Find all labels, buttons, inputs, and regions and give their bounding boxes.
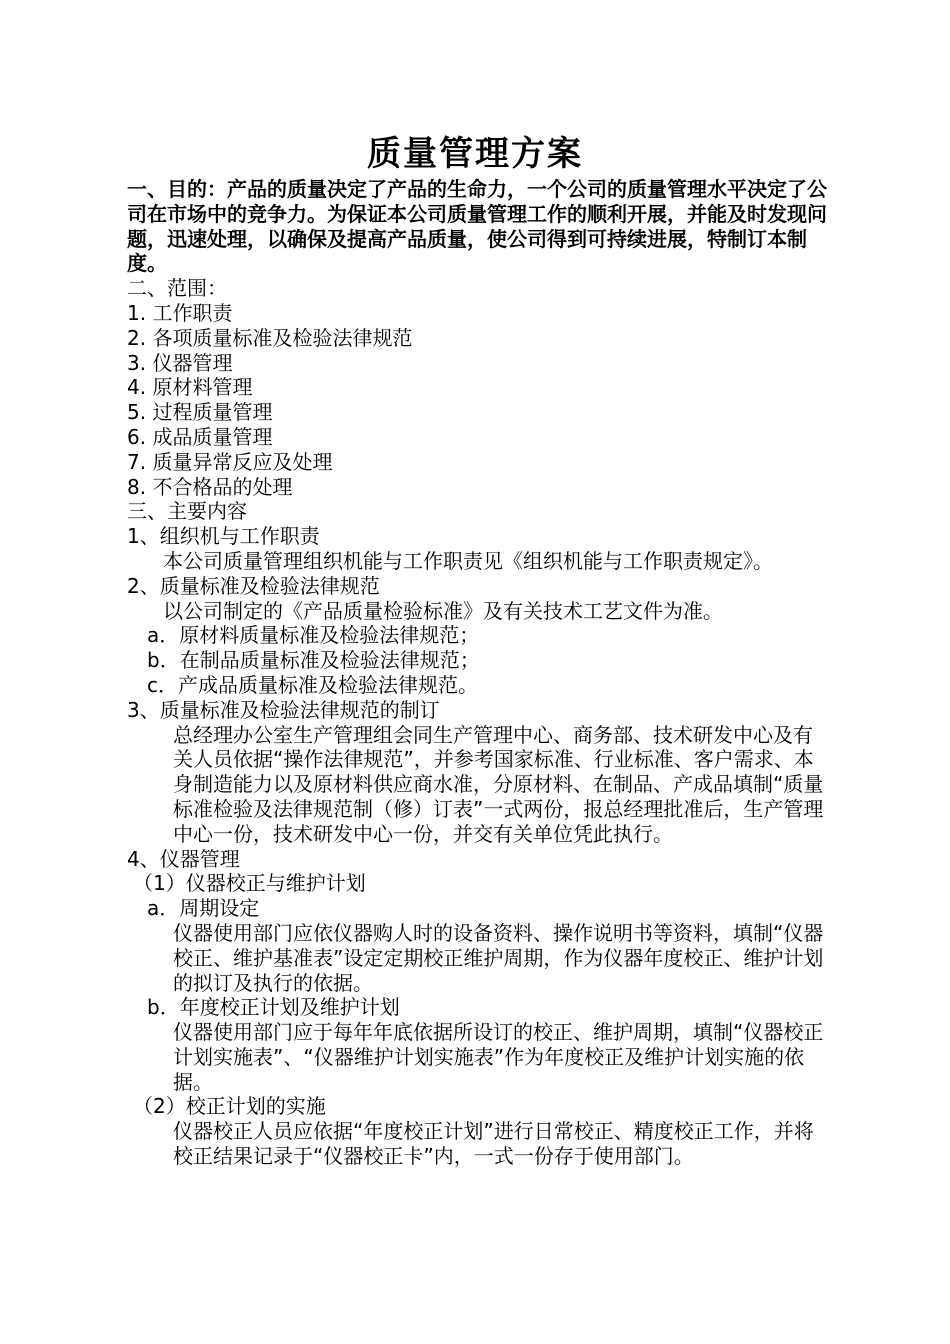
text-line: 1、组织机与工作职责 (127, 524, 320, 549)
text-line: 6. 成品质量管理 (127, 424, 273, 449)
text-line: 3. 仪器管理 (127, 350, 233, 375)
text-line: （2）校正计划的实施 (133, 1094, 326, 1119)
text-line: 一、目的：产品的质量决定了产品的生命力，一个公司的质量管理水平决定了公司在市场中的竞争力。为保证本公司质量管理工作的顺利开展，并能及时发现问题，迅速处理，以确保及提高产品质量，使公司得到可持续进展，特制订本制度。 (127, 177, 827, 276)
text-line: 4. 原材料管理 (127, 375, 253, 400)
text-line: 5. 过程质量管理 (127, 400, 273, 425)
text-line: a．原材料质量标准及检验法律规范； (147, 623, 480, 648)
text-line: 7. 质量异常反应及处理 (127, 449, 333, 474)
text-line: 8. 不合格品的处理 (127, 474, 293, 499)
document-body (127, 177, 827, 1169)
text-line: 仪器使用部门应依仪器购人时的设备资料、操作说明书等资料，填制“仪器校正、维护基准表”设定定期校正维护周期，作为仪器年度校正、维护计划的拟订及执行的依据。 (173, 920, 824, 995)
text-line: 3、质量标准及检验法律规范的制订 (127, 697, 440, 722)
text-line: a．周期设定 (147, 896, 260, 921)
text-line: 4、仪器管理 (127, 846, 240, 871)
text-line: 三、主要内容 (127, 499, 247, 524)
text-line: 2、质量标准及检验法律规范 (127, 573, 380, 598)
text-line: 总经理办公室生产管理组会同生产管理中心、商务部、技术研发中心及有关人员依据“操作法律规范”，并参考国家标准、行业标准、客户需求、本身制造能力以及原材料供应商水准，分原材料、在制品、产成品填制“质量标准检验及法律规范制（修）订表”一式两份，报总经理批准后，生产管理中心一份，技术研发中心一份，并交有关单位凭此执行。 (173, 722, 824, 846)
text-line: 仪器校正人员应依据“年度校正计划”进行日常校正、精度校正工作，并将校正结果记录于“仪器校正卡”内，一式一份存于使用部门。 (173, 1119, 814, 1169)
text-line: 2. 各项质量标准及检验法律规范 (127, 325, 413, 350)
text-line: （1）仪器校正与维护计划 (133, 871, 366, 896)
text-line: b．在制品质量标准及检验法律规范； (147, 648, 480, 673)
text-line: 本公司质量管理组织机能与工作职责见《组织机能与工作职责规定》。 (163, 548, 773, 573)
text-line: 仪器使用部门应于每年年底依据所设订的校正、维护周期，填制“仪器校正计划实施表”、“仪器维护计划实施表”作为年度校正及维护计划实施的依据。 (173, 1020, 824, 1094)
text-line: 以公司制定的《产品质量检验标准》及有关技术工艺文件为准。 (163, 598, 723, 623)
text-line: b．年度校正计划及维护计划 (147, 995, 400, 1020)
page-title: 质量管理方案 (367, 134, 583, 174)
text-line: 1. 工作职责 (127, 300, 233, 325)
text-line: 二、范围： (127, 276, 227, 301)
text-line: c．产成品质量标准及检验法律规范。 (147, 672, 478, 697)
